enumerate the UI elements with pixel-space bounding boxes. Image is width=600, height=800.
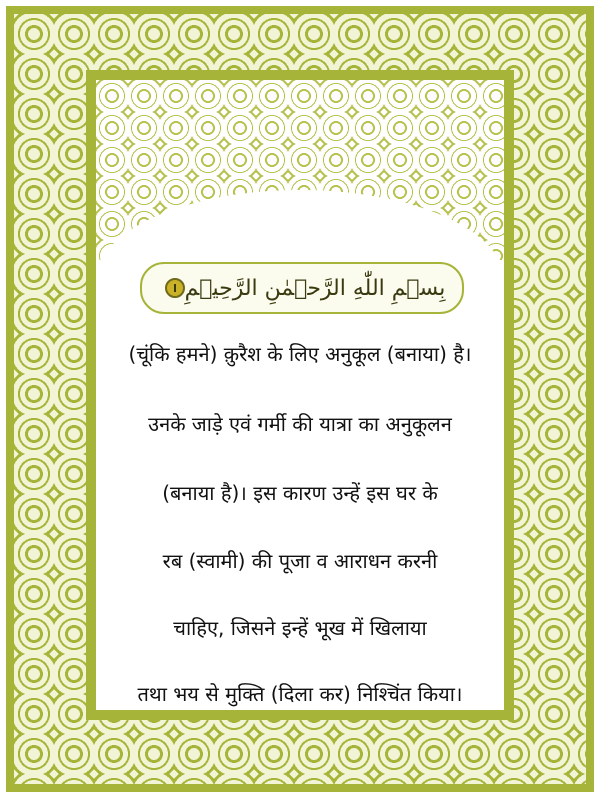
verse-line: तथा भय से मुक्ति (दिला कर) निश्चिंत किया। xyxy=(137,682,463,706)
verse-line: रब (स्वामी) की पूजा व आराधन करनी xyxy=(162,549,438,573)
bismillah-banner xyxy=(140,262,464,314)
verse-line: (बनाया है)। इस कारण उन्हें इस घर के xyxy=(162,481,438,505)
verse-line: उनके जाड़े एवं गर्मी की यात्रा का अनुकूलन xyxy=(148,412,452,436)
ayah-number-icon xyxy=(165,278,185,298)
verse-line: (चूंकि हमने) क़ुरैश के लिए अनुकूल (बनाया) है। xyxy=(128,342,472,366)
verse-line: चाहिए, जिसने इन्हें भूख में खिलाया xyxy=(173,616,427,640)
bismillah-text: بِسۡمِ اللّٰهِ الرَّحۡمٰنِ الرَّحِيۡمِ xyxy=(184,275,446,301)
